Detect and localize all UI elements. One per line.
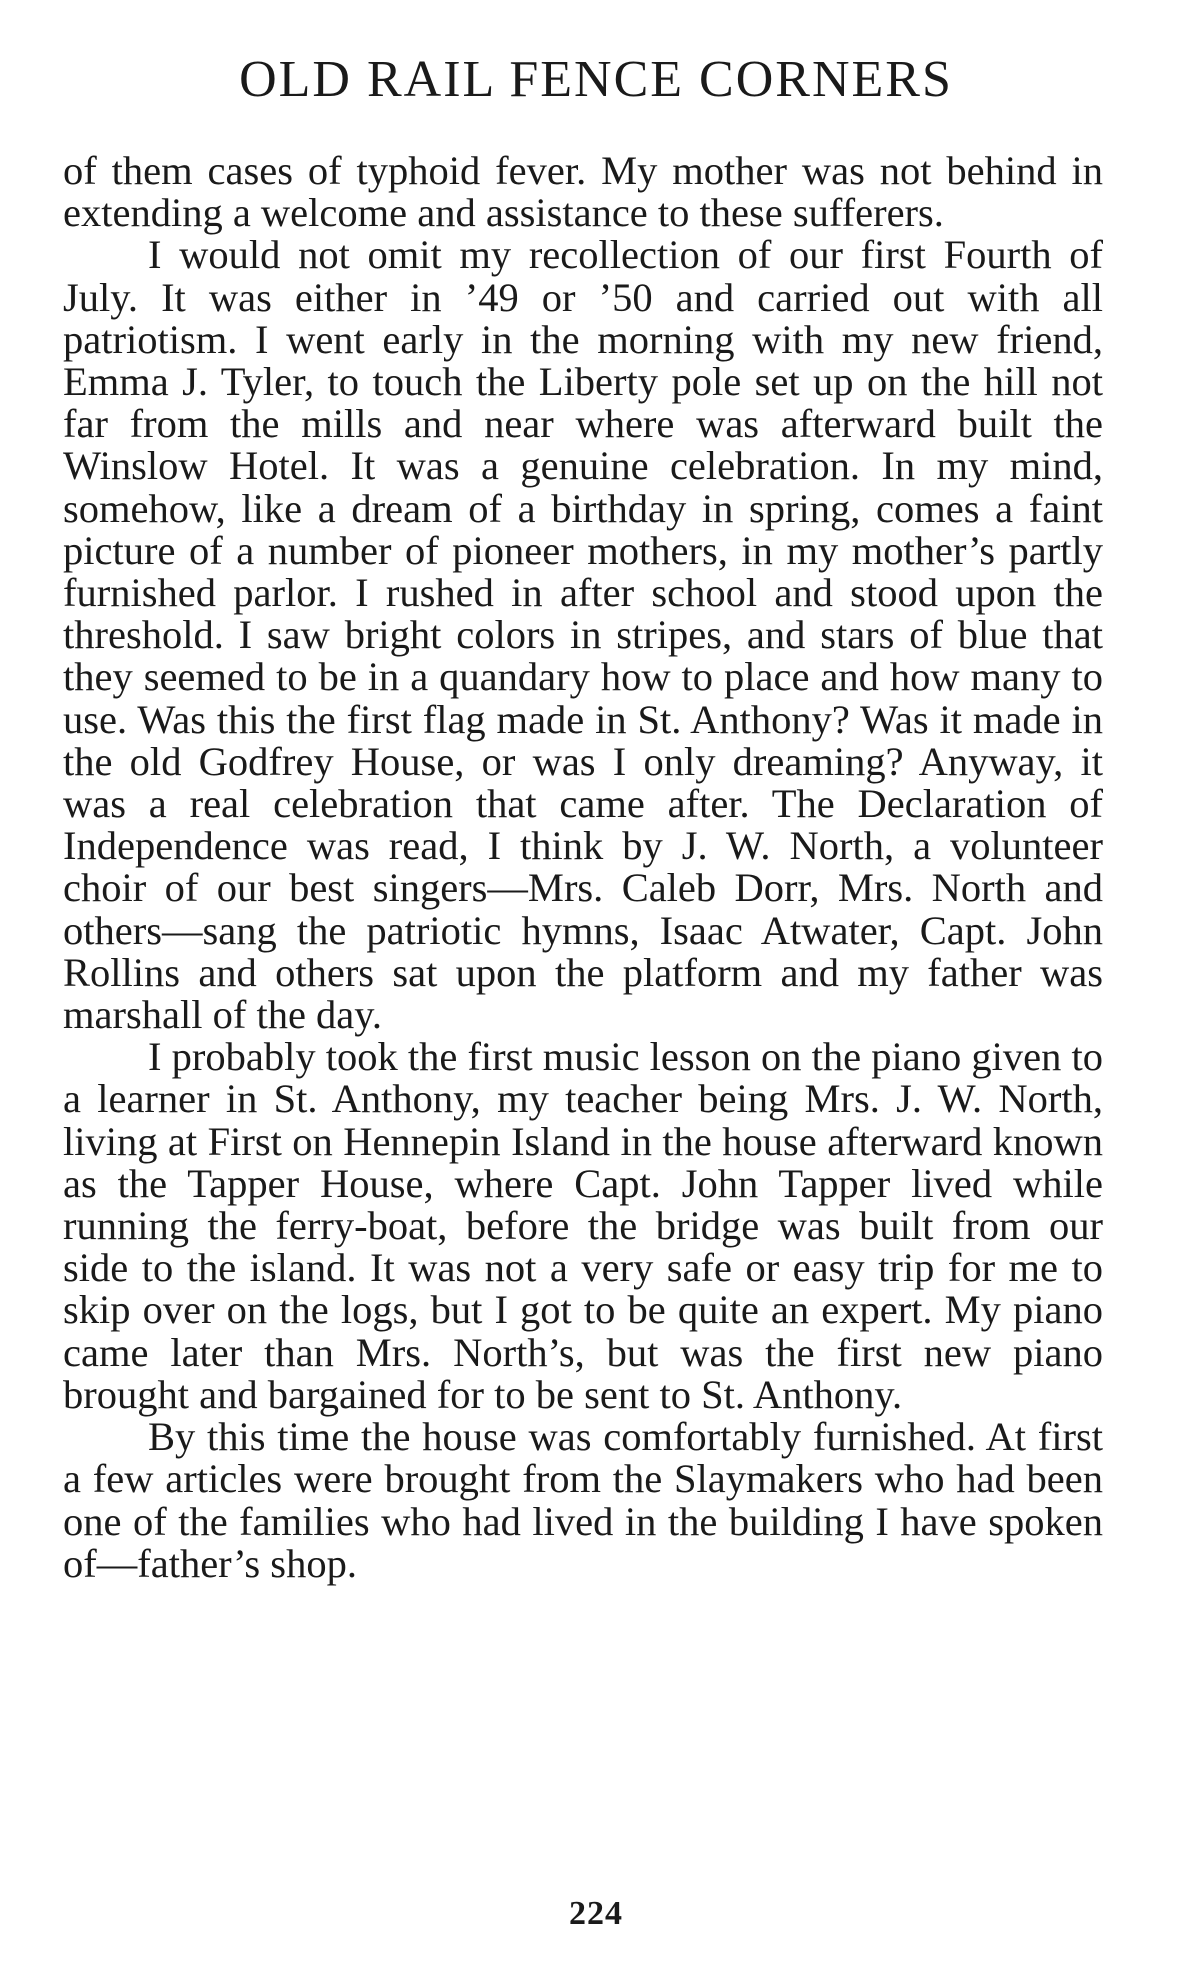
running-head: OLD RAIL FENCE CORNERS (239, 51, 953, 108)
paragraph-1: of them cases of typhoid fever. My mother was not behind in extending a welcome and assistance to these sufferers. (63, 148, 1103, 236)
paragraph-4: By this time the house was comfortably furnished. At first a few articles were brought from the Slaymakers who had been one of the families who had lived in the building I have spoken of—father’s shop. (63, 1414, 1103, 1586)
paragraph-2: I would not omit my recollection of our first Fourth of July. It was either in ’49 or ’50 and carried out with all patriotism. I went early in the morning with my new friend, Emma J. Tyler, to touch the Liberty pole set up on the hill not far from the mills and near where was afterward built the Winslow Hotel. It was a genuine celebration. In my mind, somehow, like a dream of a birthday in spring, comes a faint picture of a number of pioneer mothers, in my mother’s partly furnished parlor. I rushed in after school and stood upon the threshold. I saw bright colors in stripes, and stars of blue that they seemed to be in a quandary how to place and how many to use. Was this the first flag made in St. Anthony? Was it made in the old Godfrey House, or was I only dreaming? Anyway, it was a real celebration that came after. The Declaration of Independence was read, I think by J. W. North, a volunteer choir of our best singers—Mrs. Caleb Dorr, Mrs. North and others—sang the patriotic hymns, Isaac Atwater, Capt. John Rollins and others sat upon the platform and my father was marshall of the day. (63, 232, 1103, 1038)
page-number: 224 (569, 1895, 623, 1932)
body-text (63, 150, 1103, 1585)
paragraph-3: I probably took the first music lesson on the piano given to a learner in St. Anthony, my teacher being Mrs. J. W. North, living at First on Hennepin Island in the house afterward known as the Tapper House, where Capt. John Tapper lived while running the ferry-boat, before the bridge was built from our side to the island. It was not a very safe or easy trip for me to skip over on the logs, but I got to be quite an expert. My piano came later than Mrs. North’s, but was the first new piano brought and bargained for to be sent to St. Anthony. (63, 1034, 1103, 1417)
